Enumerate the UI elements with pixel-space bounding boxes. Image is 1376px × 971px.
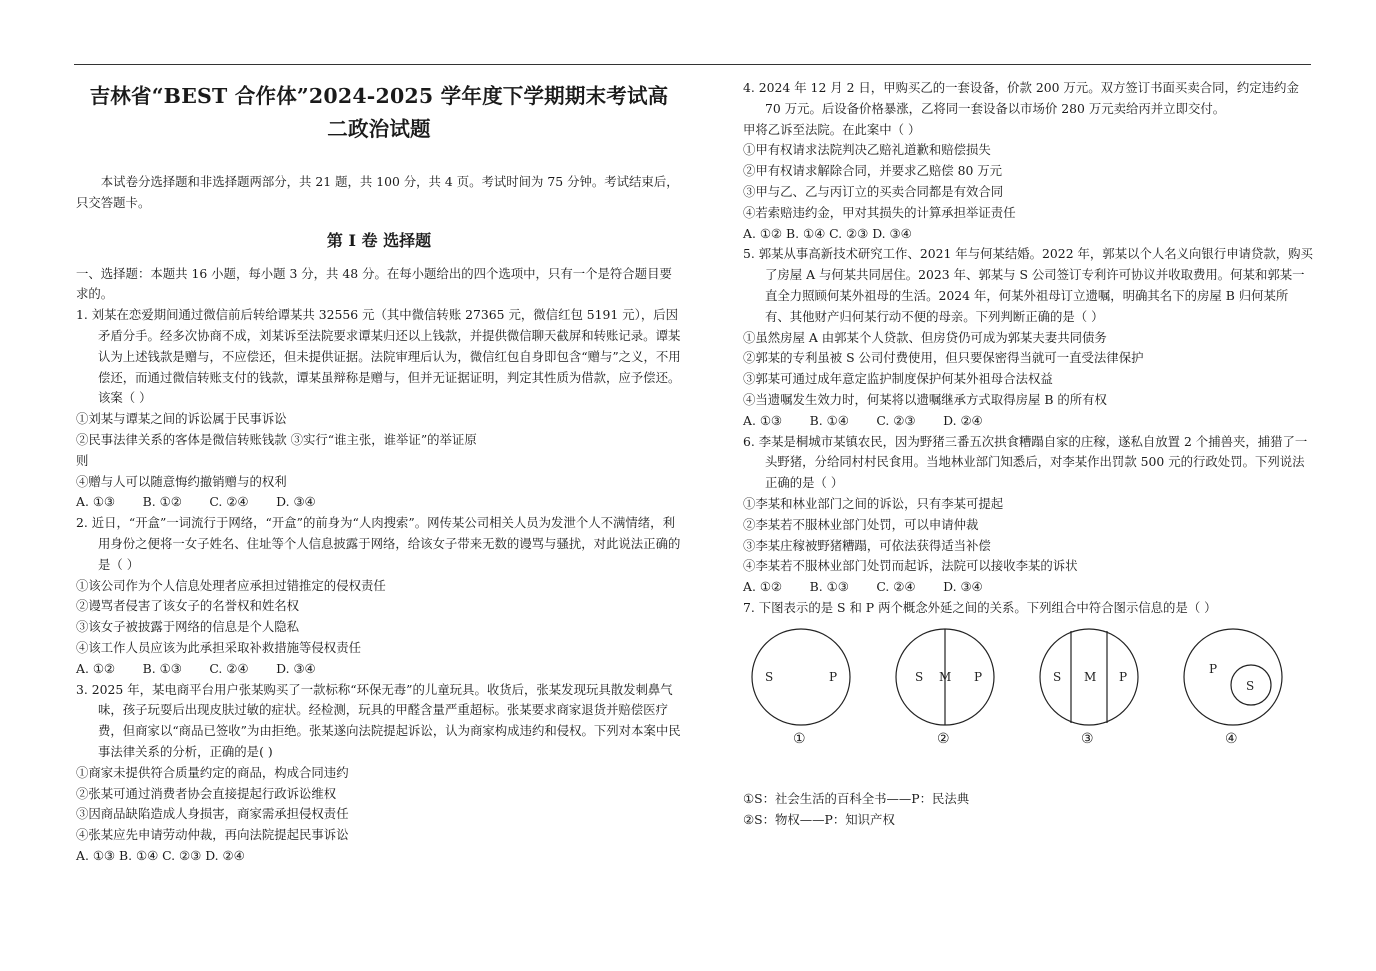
section-title: 第 I 卷 选择题	[326, 230, 432, 250]
question-2-answers: A. ①② B. ①③ C. ②④ D. ③④	[76, 660, 316, 676]
diagram-4-number: ④	[1225, 730, 1238, 747]
diagram-4	[1184, 629, 1282, 747]
question-6-answers: A. ①② B. ①③ C. ②④ D. ③④	[743, 579, 983, 595]
question-2-option-4: ④该工作人员应该为此承担采取补救措施等侵权责任	[76, 639, 361, 655]
question-6-option-1: ①李某和林业部门之间的诉讼，只有李某可提起	[743, 495, 1004, 511]
question-4-option-2: ②甲有权请求解除合同，并要求乙赔偿 80 万元	[743, 163, 1003, 179]
question-1-stem: 1. 刘某在恋爱期间通过微信前后转给谭某共 32556 元（其中微信转账 27365 元，微信红包 5191 元），后因矛盾分手。经多次协商不成，刘某诉至法院要求谭某归还以上钱款，并提供微信聊天截屏和转账记录。谭某认为上述钱款是赠与，不应偿还，但未提供证据。法院审理后认为，微信红包自身即包含“赠与”之义，不用偿还，而通过微信转账支付的钱款，谭某虽辩称是赠与，但并无证据证明，判定其性质为借款，应予偿还。该案（ ）	[76, 307, 681, 406]
diagram-1-number: ①	[793, 730, 806, 747]
concept-diagrams-svg	[743, 619, 1313, 789]
diagram-2-number: ②	[937, 730, 950, 747]
diagram-3	[1040, 629, 1138, 747]
diagram-2-label-s: S	[915, 669, 924, 684]
question-5	[743, 244, 1313, 431]
question-2-option-1: ①该公司作为个人信息处理者应承担过错推定的侵权责任	[76, 577, 386, 593]
question-3-option-4: ④张某应先申请劳动仲裁，再向法院提起民事诉讼	[76, 827, 349, 843]
question-3-option-3: ③因商品缺陷造成人身损害，商家需承担侵权责任	[76, 806, 349, 822]
question-5-option-4: ④当遗嘱发生效力时，何某将以遗嘱继承方式取得房屋 B 的所有权	[743, 391, 1107, 407]
question-1	[76, 305, 682, 513]
diagram-2	[896, 629, 994, 747]
question-1-option-2-cont: 则	[76, 452, 89, 468]
question-4-option-1: ①甲有权请求法院判决乙赔礼道歉和赔偿损失	[743, 142, 991, 158]
question-4-option-3: ③甲与乙、乙与丙订立的买卖合同都是有效合同	[743, 183, 1004, 199]
diagram-3-label-m: M	[1084, 669, 1097, 684]
question-7-stem: 7. 下图表示的是 S 和 P 两个概念外延之间的关系。下列组合中符合图示信息的是（ ）	[743, 599, 1217, 615]
exam-intro: 本试卷分选择题和非选择题两部分，共 21 题，共 100 分，共 4 页。考试时间为 75 分钟。考试结束后，只交答题卡。	[76, 174, 679, 210]
diagram-1-label-p: P	[829, 669, 838, 684]
question-6-option-4: ④李某若不服林业部门处罚而起诉，法院可以接收李某的诉状	[743, 558, 1078, 574]
header-rule	[74, 64, 1311, 65]
question-6-stem: 6. 李某是桐城市某镇农民，因为野猪三番五次拱食糟蹋自家的庄稼，遂私自放置 2 个捕兽夹，捕猎了一头野猪，分给同村村民食用。当地林业部门知悉后，对李某作出罚款 500 元的行政处罚。下列说法正确的是（ ）	[743, 433, 1308, 491]
question-2-option-2: ②谩骂者侵害了该女子的名誉权和姓名权	[76, 598, 300, 614]
right-column	[743, 78, 1313, 830]
question-4-stem: 4. 2024 年 12 月 2 日，甲购买乙的一套设备，价款 200 万元。双方签订书面买卖合同，约定违约金 70 万元。后设备价格暴涨，乙将同一套设备以市场价 280 万元卖给丙并立即交付。	[743, 80, 1299, 116]
concept-diagrams	[743, 619, 1313, 789]
diagram-4-label-s: S	[1246, 678, 1255, 693]
question-3-answers: A. ①③ B. ①④ C. ②③ D. ②④	[76, 847, 245, 863]
question-4-answers: A. ①② B. ①④ C. ②③ D. ③④	[743, 225, 912, 241]
question-2-option-3: ③该女子被披露于网络的信息是个人隐私	[76, 619, 300, 635]
question-7-option-2: ②S：物权——P：知识产权	[743, 811, 895, 827]
question-4	[743, 78, 1313, 244]
question-3	[76, 680, 682, 867]
question-5-option-3: ③郭某可通过成年意定监护制度保护何某外祖母合法权益	[743, 371, 1053, 387]
question-4-stem-cont: 甲将乙诉至法院。在此案中（ ）	[743, 121, 921, 137]
page-title-line2: 二政治试题	[327, 117, 431, 141]
question-1-option-2: ②民事法律关系的客体是微信转账钱款 ③实行“谁主张，谁举证”的举证原	[76, 431, 477, 447]
left-column	[76, 80, 682, 867]
question-5-answers: A. ①③ B. ①④ C. ②③ D. ②④	[743, 412, 983, 428]
diagram-1-label-s: S	[765, 669, 774, 684]
question-6-option-2: ②李某若不服林业部门处罚，可以申请仲裁	[743, 516, 979, 532]
diagram-3-number: ③	[1081, 730, 1094, 747]
diagram-3-label-s: S	[1053, 669, 1062, 684]
diagram-1	[752, 629, 850, 747]
diagram-3-label-p: P	[1119, 669, 1128, 684]
question-4-option-4: ④若索赔违约金，甲对其损失的计算承担举证责任	[743, 204, 1016, 220]
diagram-2-label-p: P	[974, 669, 983, 684]
question-6	[743, 432, 1313, 598]
diagram-4-label-p: P	[1209, 661, 1218, 676]
question-7-option-1: ①S：社会生活的百科全书——P：民法典	[743, 790, 970, 806]
question-3-stem: 3. 2025 年，某电商平台用户张某购买了一款标称“环保无毒”的儿童玩具。收货后，张某发现玩具散发刺鼻气味，孩子玩耍后出现皮肤过敏的症状。经检测，玩具的甲醛含量严重超标。张某要求商家退货并赔偿医疗费，但商家以“商品已签收”为由拒绝。张某遂向法院提起诉讼，认为商家构成违约和侵权。下列对本案中民事法律关系的分析，正确的是( )	[76, 681, 681, 759]
question-5-option-1: ①虽然房屋 A 由郭某个人贷款、但房贷仍可成为郭某夫妻共同债务	[743, 329, 1107, 345]
question-2-stem: 2. 近日，“开盒”一词流行于网络，“开盒”的前身为“人肉搜索”。网传某公司相关人员为发泄个人不满情绪，利用身份之便将一女子姓名、住址等个人信息披露于网络，给该女子带来无数的谩骂与骚扰，对此说法正确的是（ ）	[76, 515, 681, 572]
question-1-answers: A. ①③ B. ①② C. ②④ D. ③④	[76, 494, 316, 510]
question-5-stem: 5. 郭某从事高新技术研究工作、2021 年与何某结婚。2022 年，郭某以个人名义向银行申请贷款，购买了房屋 A 与何某共同居住。2023 年、郭某与 S 公司签订专利许可协议并收取费用。何某和郭某一直全力照顾何某外祖母的生活。2024 年，何某外祖母订立遗嘱，明确其名下的房屋 B 归何某所有、其他财产归何某行动不便的母亲。下列判断正确的是（ ）	[743, 246, 1313, 324]
question-3-option-1: ①商家未提供符合质量约定的商品，构成合同违约	[76, 764, 349, 780]
diagram-2-label-m: M	[939, 669, 952, 684]
part-intro: 一、选择题：本题共 16 小题，每小题 3 分，共 48 分。在每小题给出的四个选项中，只有一个是符合题目要求的。	[76, 265, 672, 302]
question-5-option-2: ②郭某的专利虽被 S 公司付费使用，但只要保密得当就可一直受法律保护	[743, 350, 1144, 366]
question-1-option-1: ①刘某与谭某之间的诉讼属于民事诉讼	[76, 411, 287, 427]
question-1-option-4: ④赠与人可以随意悔约撤销赠与的权利	[76, 473, 287, 489]
page-title-line1: 吉林省“BEST 合作体”2024-2025 学年度下学期期末考试高	[89, 84, 669, 108]
question-7	[743, 598, 1313, 830]
question-2	[76, 513, 682, 679]
question-6-option-3: ③李某庄稼被野猪糟蹋，可依法获得适当补偿	[743, 537, 991, 553]
question-3-option-2: ②张某可通过消费者协会直接提起行政诉讼维权	[76, 785, 337, 801]
